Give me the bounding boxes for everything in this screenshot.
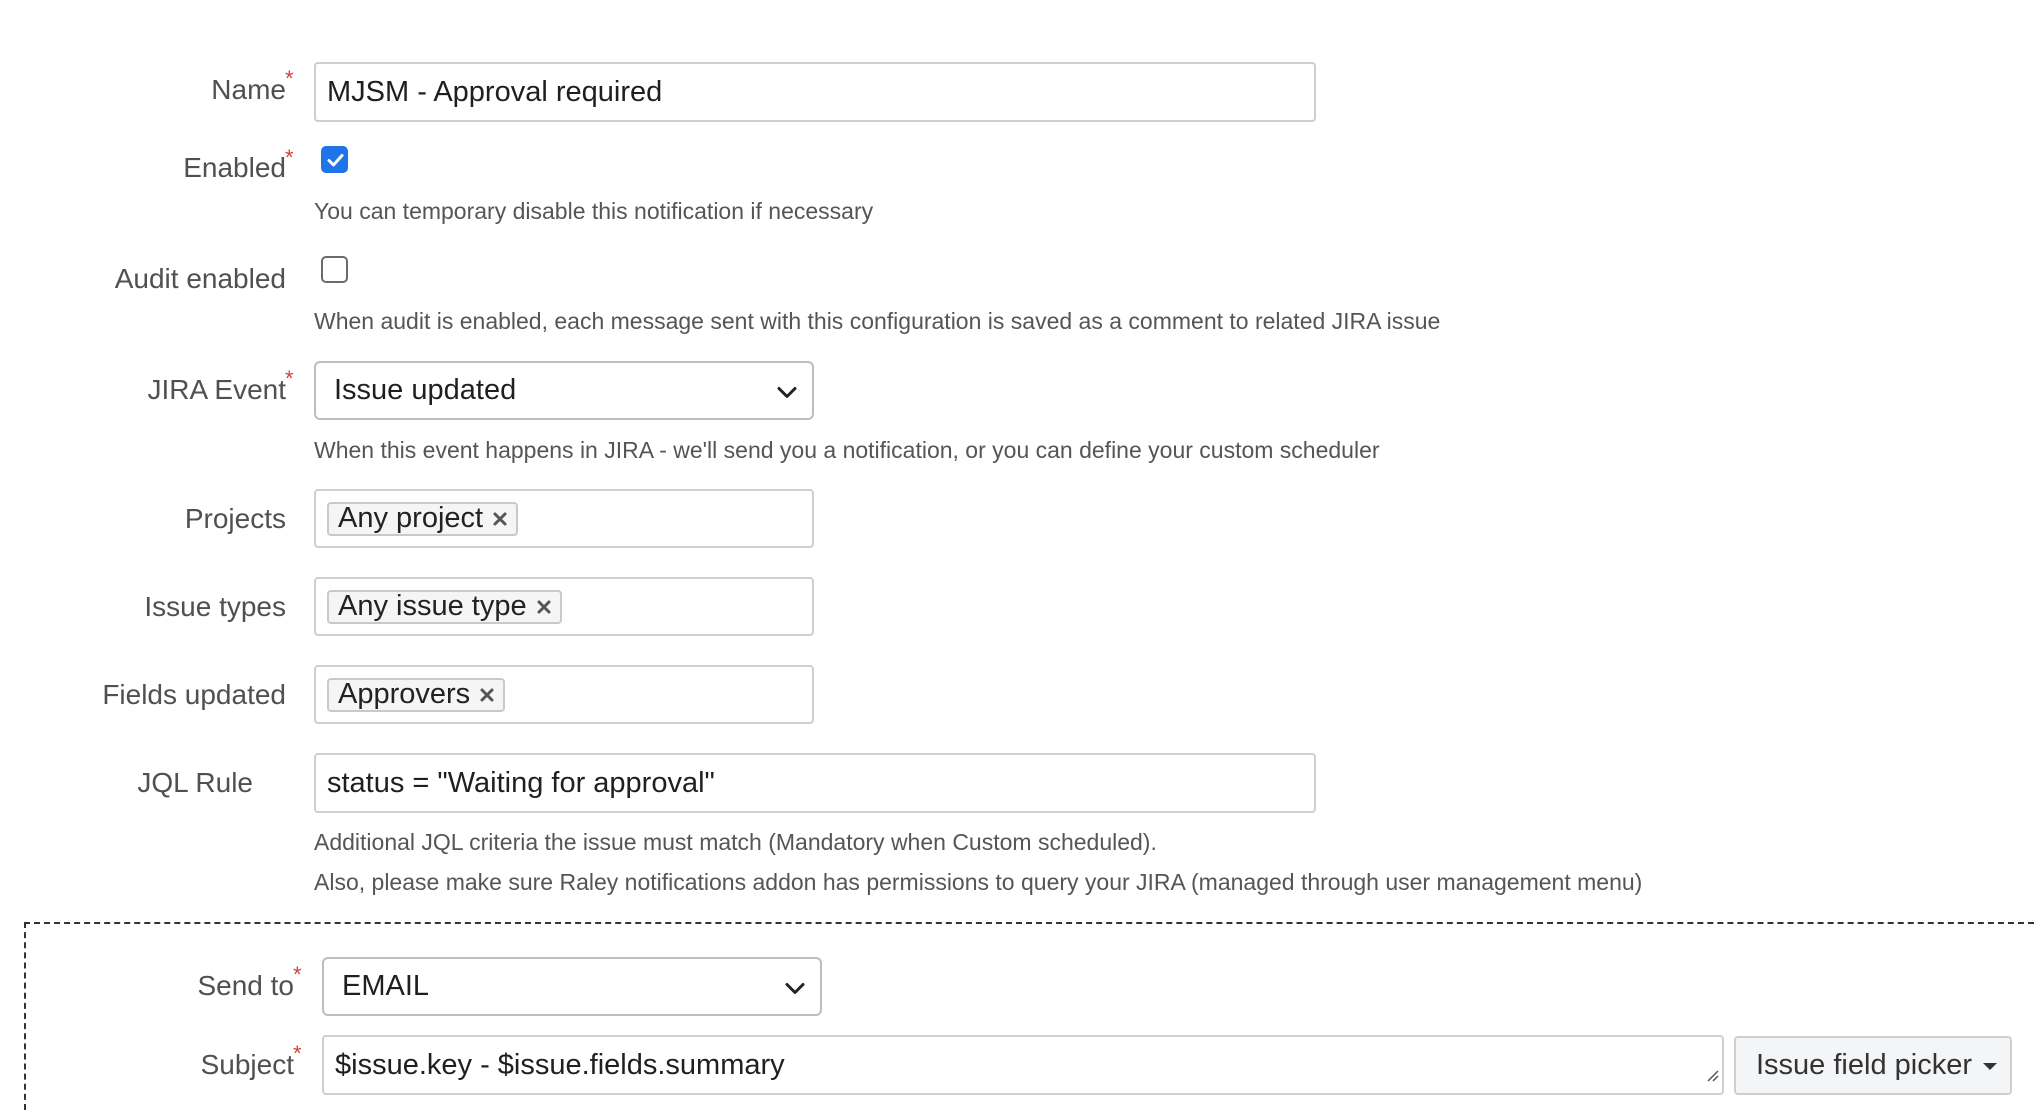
- required-marker: *: [285, 366, 294, 391]
- resize-handle-icon[interactable]: [1705, 1057, 1719, 1090]
- issue-types-label: [144, 591, 286, 623]
- issue-field-picker-label: Issue field picker: [1756, 1049, 1972, 1081]
- audit-help: When audit is enabled, each message sent with this configuration is saved as a comment to related JIRA issue: [314, 308, 1441, 334]
- project-chip-label: Any project: [338, 502, 484, 534]
- action-section-border-left: [24, 922, 26, 1110]
- subject-label-text: Subject: [200, 1049, 294, 1080]
- required-marker: *: [285, 66, 294, 91]
- jql-help-2: Also, please make sure Raley notifications addon has permissions to query your JIRA (managed through user management menu): [314, 869, 1643, 895]
- subject-textarea-value: $issue.key - $issue.fields.summary: [335, 1048, 785, 1081]
- name-input-value: MJSM - Approval required: [327, 75, 663, 108]
- checkmark-icon: [326, 151, 345, 170]
- required-marker: *: [293, 962, 302, 987]
- field-chip-label: Approvers: [338, 678, 471, 710]
- audit-label-text: Audit enabled: [114, 263, 286, 294]
- name-label: [211, 74, 286, 106]
- projects-label-text: Projects: [184, 503, 286, 534]
- jql-help-1: Additional JQL criteria the issue must match (Mandatory when Custom scheduled).: [314, 829, 1157, 855]
- issue-type-chip: [327, 590, 562, 624]
- issue-types-label-text: Issue types: [144, 591, 286, 622]
- send-to-label: [197, 970, 294, 1002]
- issue-field-picker-button[interactable]: [1734, 1036, 2012, 1095]
- audit-label: [115, 263, 286, 295]
- jql-label-text: JQL Rule: [137, 767, 253, 798]
- jira-event-label: [147, 374, 286, 406]
- required-marker: *: [293, 1041, 302, 1066]
- fields-updated-multiselect[interactable]: [314, 665, 814, 724]
- fields-updated-label-text: Fields updated: [102, 679, 286, 710]
- enabled-label-text: Enabled: [183, 152, 286, 183]
- jira-event-label-text: JIRA Event: [147, 374, 286, 405]
- projects-multiselect[interactable]: [314, 489, 814, 548]
- required-marker: *: [285, 145, 294, 170]
- issue-types-multiselect[interactable]: [314, 577, 814, 636]
- subject-label: [201, 1049, 294, 1081]
- field-chip: [327, 678, 505, 712]
- subject-textarea[interactable]: [322, 1035, 1724, 1095]
- send-to-label-text: Send to: [197, 970, 294, 1001]
- chevron-down-icon: [776, 374, 798, 407]
- enabled-checkbox[interactable]: [321, 146, 348, 173]
- name-label-text: Name: [211, 74, 286, 105]
- send-to-select[interactable]: [322, 957, 822, 1016]
- name-input[interactable]: [314, 62, 1316, 122]
- close-icon[interactable]: [479, 687, 495, 703]
- fields-updated-label: [102, 679, 286, 711]
- project-chip: [327, 502, 518, 536]
- jira-event-select[interactable]: [314, 361, 814, 420]
- projects-label: [185, 503, 286, 535]
- jql-input[interactable]: [314, 753, 1316, 813]
- enabled-label: [183, 152, 286, 184]
- caret-down-icon: [1982, 1061, 1998, 1071]
- enabled-help: You can temporary disable this notification if necessary: [314, 198, 874, 224]
- jira-event-help: When this event happens in JIRA - we'll send you a notification, or you can define your custom scheduler: [314, 437, 1380, 463]
- send-to-select-value: EMAIL: [342, 970, 430, 1002]
- close-icon[interactable]: [492, 511, 508, 527]
- issue-type-chip-label: Any issue type: [338, 590, 527, 622]
- chevron-down-icon: [784, 970, 806, 1003]
- audit-checkbox[interactable]: [321, 256, 348, 283]
- jql-label: [137, 767, 253, 799]
- jira-event-select-value: Issue updated: [334, 374, 517, 406]
- close-icon[interactable]: [536, 599, 552, 615]
- jql-input-value: status = "Waiting for approval": [327, 766, 715, 799]
- action-section-border: [24, 922, 2034, 924]
